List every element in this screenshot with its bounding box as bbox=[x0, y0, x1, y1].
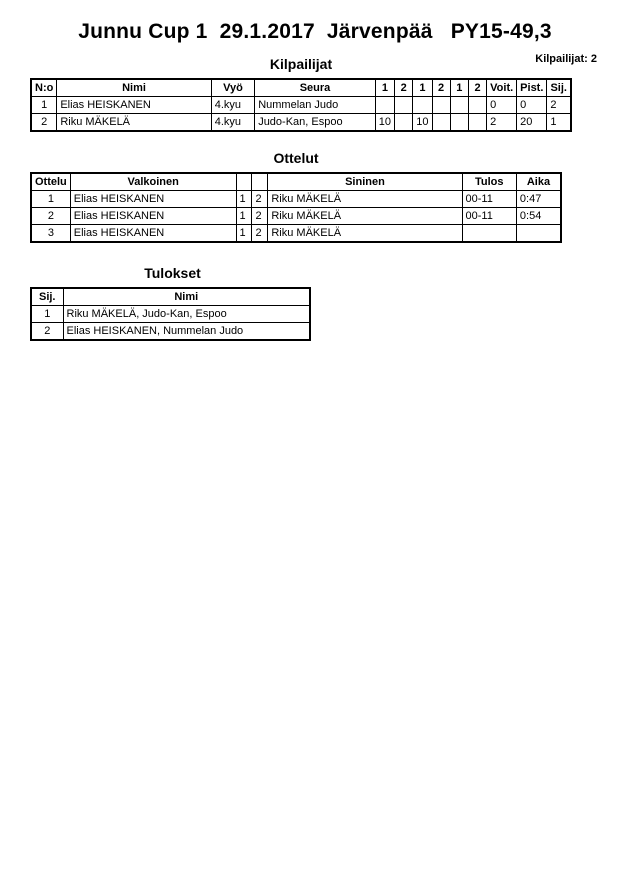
cell-score: 10 bbox=[413, 114, 432, 132]
cell-seura: Judo-Kan, Espoo bbox=[255, 114, 376, 132]
cell-nimi: Elias HEISKANEN, Nummelan Judo bbox=[63, 323, 310, 341]
cell-ottelu: 2 bbox=[31, 208, 70, 225]
col-header-tulos: Tulos bbox=[462, 173, 516, 191]
cell-score bbox=[375, 97, 394, 114]
cell-aika: 0:47 bbox=[516, 191, 561, 208]
cell-aika: 0:54 bbox=[516, 208, 561, 225]
col-header-seura: Seura bbox=[255, 79, 376, 97]
col-header-nimi: Nimi bbox=[57, 79, 211, 97]
ottelut-heading: Ottelut bbox=[273, 150, 319, 166]
cell-no: 1 bbox=[31, 97, 57, 114]
cell-score bbox=[450, 114, 468, 132]
col-header-no: N:o bbox=[31, 79, 57, 97]
cell-nimi: Elias HEISKANEN bbox=[57, 97, 211, 114]
cell-sij: 2 bbox=[31, 323, 63, 341]
col-header-voit: Voit. bbox=[487, 79, 517, 97]
table-row bbox=[31, 306, 310, 323]
cell-voit: 0 bbox=[487, 97, 517, 114]
table-row bbox=[31, 191, 561, 208]
cell-pist: 0 bbox=[517, 97, 547, 114]
cell-valkoinen: Elias HEISKANEN bbox=[70, 208, 236, 225]
cell-score bbox=[413, 97, 432, 114]
table-row bbox=[31, 225, 561, 243]
cell-sij: 2 bbox=[547, 97, 571, 114]
cell-voit: 2 bbox=[487, 114, 517, 132]
col-header-score: 2 bbox=[432, 79, 450, 97]
table-row bbox=[31, 97, 571, 114]
col-header-sij: Sij. bbox=[547, 79, 571, 97]
col-header-sij: Sij. bbox=[31, 288, 63, 306]
cell-score bbox=[432, 97, 450, 114]
col-header-valkoinen: Valkoinen bbox=[70, 173, 236, 191]
cell-valkoinen: Elias HEISKANEN bbox=[70, 191, 236, 208]
cell-score bbox=[468, 97, 486, 114]
cell-valkoinen: Elias HEISKANEN bbox=[70, 225, 236, 243]
table-header-row bbox=[31, 288, 310, 306]
col-header-score: 1 bbox=[413, 79, 432, 97]
cell-sininen: Riku MÄKELÄ bbox=[268, 225, 462, 243]
cell-sij: 1 bbox=[547, 114, 571, 132]
cell-nimi: Riku MÄKELÄ, Judo-Kan, Espoo bbox=[63, 306, 310, 323]
table-row bbox=[31, 323, 310, 341]
col-header-score: 2 bbox=[468, 79, 486, 97]
cell-ottelu: 3 bbox=[31, 225, 70, 243]
cell-c2: 2 bbox=[252, 191, 268, 208]
col-header-ottelu: Ottelu bbox=[31, 173, 70, 191]
cell-sininen: Riku MÄKELÄ bbox=[268, 191, 462, 208]
col-header-nimi: Nimi bbox=[63, 288, 310, 306]
cell-c2: 2 bbox=[252, 208, 268, 225]
table-header-row bbox=[31, 79, 571, 97]
cell-c2: 2 bbox=[252, 225, 268, 243]
cell-score bbox=[395, 114, 413, 132]
col-header-mid1 bbox=[236, 173, 252, 191]
cell-c1: 1 bbox=[236, 191, 252, 208]
cell-c1: 1 bbox=[236, 225, 252, 243]
cell-sininen: Riku MÄKELÄ bbox=[268, 208, 462, 225]
cell-score bbox=[468, 114, 486, 132]
section-ottelut bbox=[30, 150, 562, 243]
col-header-mid2 bbox=[252, 173, 268, 191]
col-header-vyo: Vyö bbox=[211, 79, 254, 97]
cell-tulos bbox=[462, 225, 516, 243]
col-header-score: 2 bbox=[395, 79, 413, 97]
col-header-aika: Aika bbox=[516, 173, 561, 191]
cell-score bbox=[395, 97, 413, 114]
page-title: Junnu Cup 1 29.1.2017 Järvenpää PY15-49,3 bbox=[78, 20, 552, 43]
cell-c1: 1 bbox=[236, 208, 252, 225]
ottelut-table bbox=[30, 172, 562, 243]
cell-vyo: 4.kyu bbox=[211, 114, 254, 132]
cell-sij: 1 bbox=[31, 306, 63, 323]
col-header-score: 1 bbox=[375, 79, 394, 97]
cell-score bbox=[432, 114, 450, 132]
table-header-row bbox=[31, 173, 561, 191]
table-row bbox=[31, 208, 561, 225]
tulokset-table bbox=[30, 287, 311, 341]
cell-nimi: Riku MÄKELÄ bbox=[57, 114, 211, 132]
competitor-count-label: Kilpailijat: 2 bbox=[535, 53, 597, 65]
tulokset-heading: Tulokset bbox=[144, 265, 201, 281]
kilpailijat-table bbox=[30, 78, 572, 132]
cell-tulos: 00-11 bbox=[462, 208, 516, 225]
cell-no: 2 bbox=[31, 114, 57, 132]
cell-seura: Nummelan Judo bbox=[255, 97, 376, 114]
table-row bbox=[31, 114, 571, 132]
cell-tulos: 00-11 bbox=[462, 191, 516, 208]
section-kilpailijat bbox=[30, 56, 572, 132]
section-tulokset bbox=[30, 265, 315, 341]
cell-aika bbox=[516, 225, 561, 243]
cell-score: 10 bbox=[375, 114, 394, 132]
cell-score bbox=[450, 97, 468, 114]
col-header-sininen: Sininen bbox=[268, 173, 462, 191]
cell-pist: 20 bbox=[517, 114, 547, 132]
col-header-score: 1 bbox=[450, 79, 468, 97]
kilpailijat-heading: Kilpailijat bbox=[269, 56, 333, 72]
cell-ottelu: 1 bbox=[31, 191, 70, 208]
cell-vyo: 4.kyu bbox=[211, 97, 254, 114]
col-header-pist: Pist. bbox=[517, 79, 547, 97]
